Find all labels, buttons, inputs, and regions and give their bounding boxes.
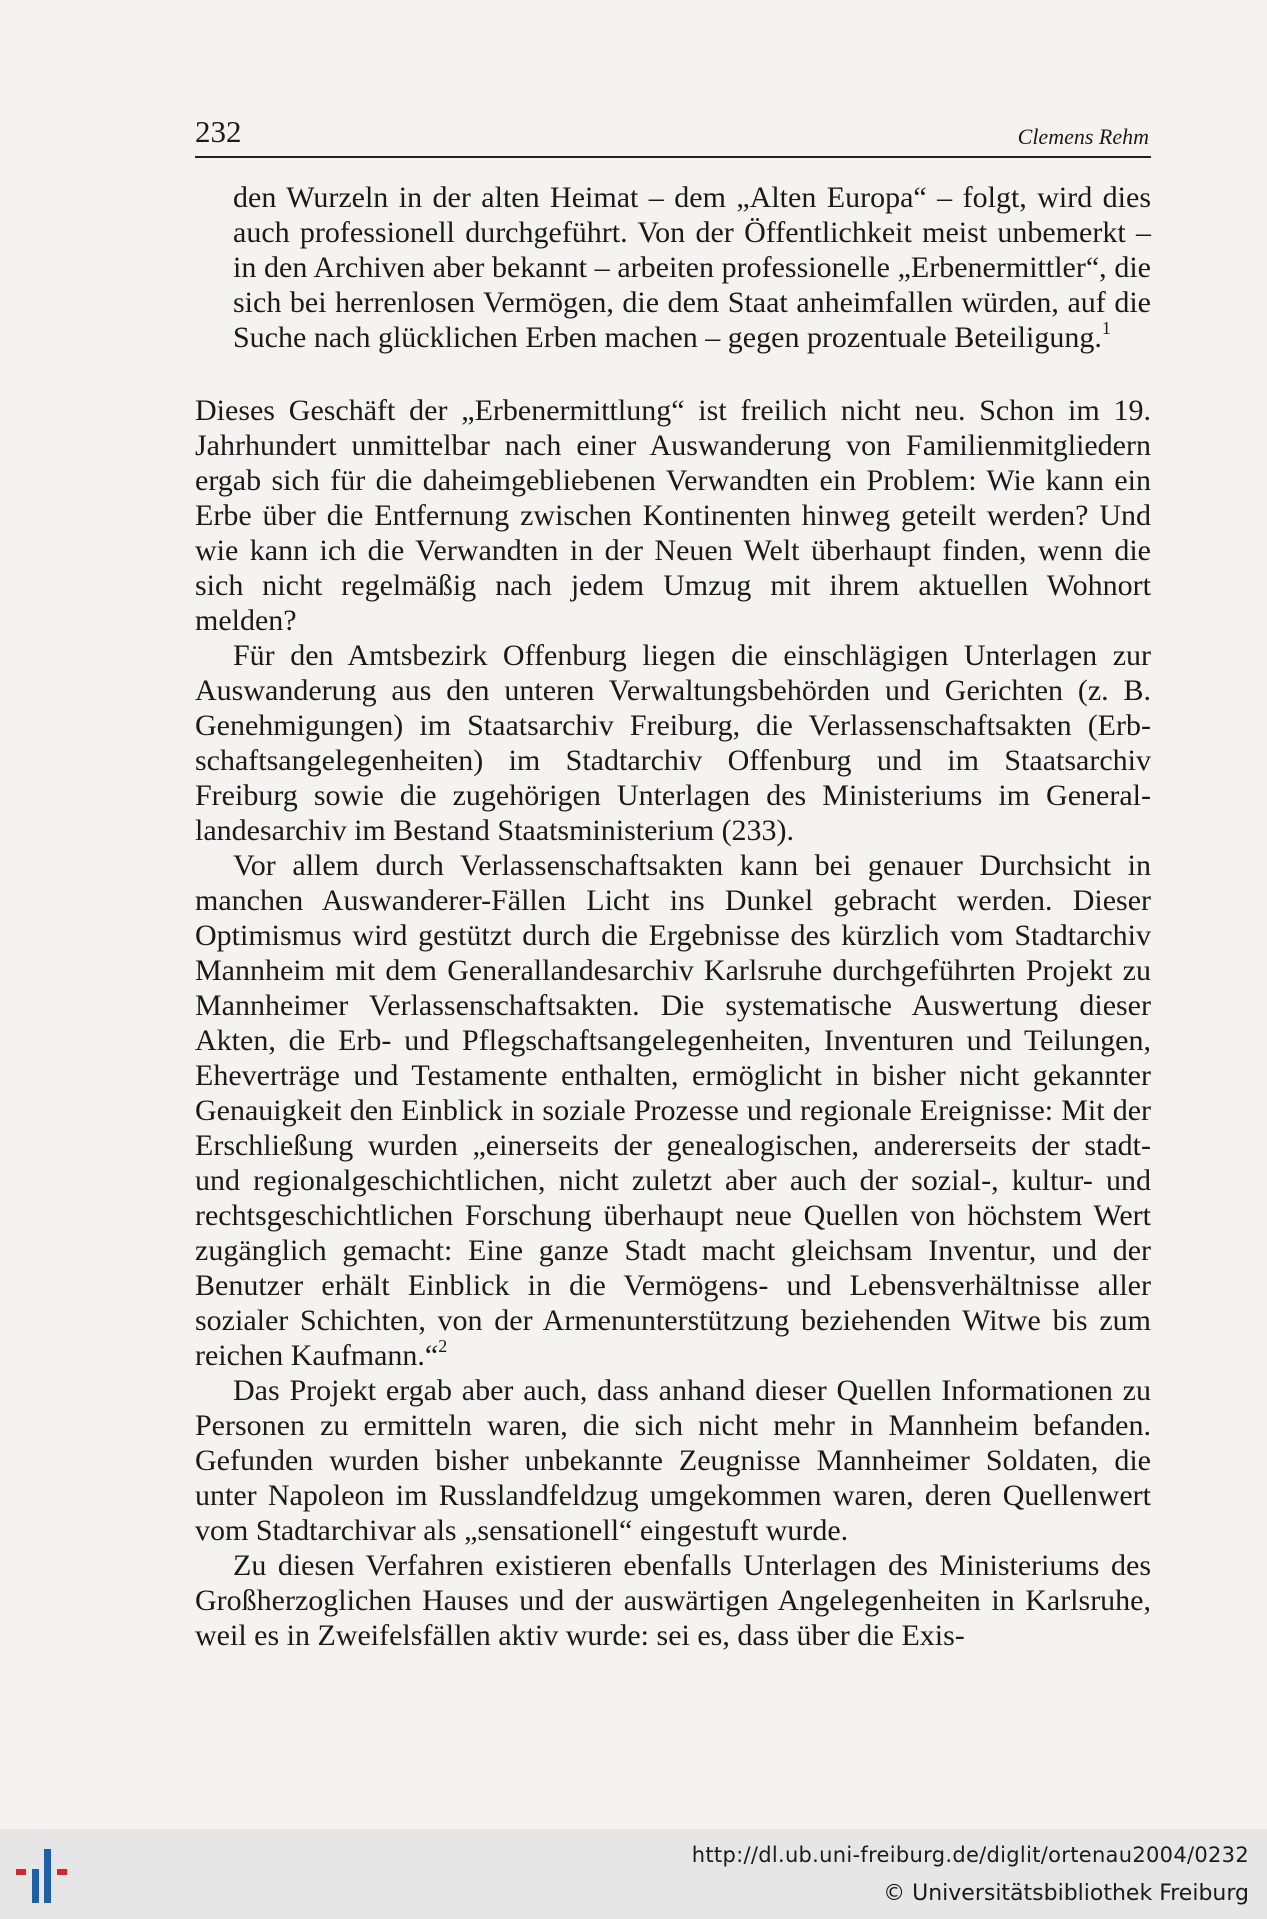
source-url[interactable]: http://dl.ub.uni-freiburg.de/diglit/ortenau2004/0232 [691, 1843, 1249, 1867]
paragraph: Zu diesen Verfahren existieren ebenfalls Unterlagen des Ministeriums des Großherzoglichen Hauses und der auswärtigen Angelegenheiten in Karlsruhe, weil es in Zweifelsfällen aktiv wurde: sei es, dass über die Exis- [195, 1549, 1151, 1652]
footnote-marker: 1 [1101, 318, 1111, 338]
block-quote [233, 180, 1151, 355]
ub-freiburg-logo-icon [14, 1847, 84, 1905]
paragraph: Für den Amtsbezirk Offenburg liegen die einschlägigen Unterlagen zur Auswanderung aus den unteren Verwaltungsbehörden und Gerichten (z. B. Genehmigungen) im Staatsarchiv Freiburg, die Verlassenschaftsakten (Erbschaftsangelegenheiten) im Stadtarchiv Offenburg und im Staatsarchiv Freiburg sowie die zugehörigen Unterlagen des Ministeriums im Generallandesarchiv im Bestand Staatsministerium (233). [195, 639, 1151, 847]
paragraph: Das Projekt ergab aber auch, dass anhand dieser Quellen Informationen zu Personen zu ermitteln waren, die sich nicht mehr in Mannheim befanden. Gefunden wurden bisher unbekannte Zeugnisse Mannheimer Soldaten, die unter Napoleon im Russlandfeldzug umgekommen waren, deren Quellenwert vom Stadtarchivar als „sensationell“ eingestuft wurde. [195, 1374, 1151, 1547]
copyright-notice: © Universitätsbibliothek Freiburg [883, 1881, 1249, 1906]
paragraph: Dieses Geschäft der „Erbenermittlung“ ist freilich nicht neu. Schon im 19. Jahrhundert unmittelbar nach einer Auswanderung von Familienmitgliedern ergab sich für die daheimgebliebenen Verwandten ein Problem: Wie kann ein Erbe über die Entfernung zwischen Kontinenten hinweg geteilt werden? Und wie kann ich die Verwandten in der Neuen Welt überhaupt finden, wenn die sich nicht regelmäßig nach jedem Umzug mit ihrem aktuellen Wohnort melden? [195, 394, 1151, 637]
paragraph-text: den Wurzeln in der alten Heimat – dem „Alten Europa“ – folgt, wird dies auch professionell durchgeführt. Von der Öffentlichkeit meist unbemerkt – in den Archiven aber bekannt – arbeiten professionelle „Erbenermittler“, die sich bei herrenlosen Vermögen, die dem Staat anheimfallen würden, auf die Suche nach glücklichen Erben machen – gegen prozentuale Beteiligung. [233, 181, 1151, 354]
page-header [195, 110, 1151, 158]
paragraph-text: Vor allem durch Verlassenschaftsakten kann bei genauer Durchsicht in manchen Auswanderer-Fällen Licht ins Dunkel gebracht werden. Dieser Optimismus wird gestützt durch die Ergebnisse des kürzlich vom Stadtarchiv Mannheim mit dem Generallandesarchiv Karlsruhe durchgeführten Projekt zu Mannheimer Verlassenschaftsakten. Die systematische Auswertung dieser Akten, die Erb- und Pflegschaftsangelegenheiten, Inventuren und Teilungen, Eheverträge und Testamente enthalten, ermöglicht in bisher nicht gekannter Genauigkeit den Einblick in soziale Prozesse und regionale Ereignisse: Mit der Erschließung wurden „einerseits der genealogischen, andererseits der stadt- und regionalgeschichtlichen, nicht zuletzt aber auch der sozial-, kultur- und rechtsgeschichtlichen Forschung überhaupt neue Quellen von höchstem Wert zugänglich gemacht: Eine ganze Stadt macht gleichsam Inventur, und der Benutzer erhält Einblick in die Vermögens- und Lebensverhältnisse aller sozialer Schichten, von der Armenunterstützung beziehenden Witwe bis zum reichen Kaufmann.“ [195, 849, 1151, 1372]
footer-bar [0, 1829, 1267, 1919]
page-number: 232 [195, 114, 242, 149]
paragraph [195, 848, 1151, 1373]
body-text [195, 180, 1151, 1653]
running-head: Clemens Rehm [1017, 124, 1149, 149]
footnote-marker: 2 [438, 1336, 448, 1356]
